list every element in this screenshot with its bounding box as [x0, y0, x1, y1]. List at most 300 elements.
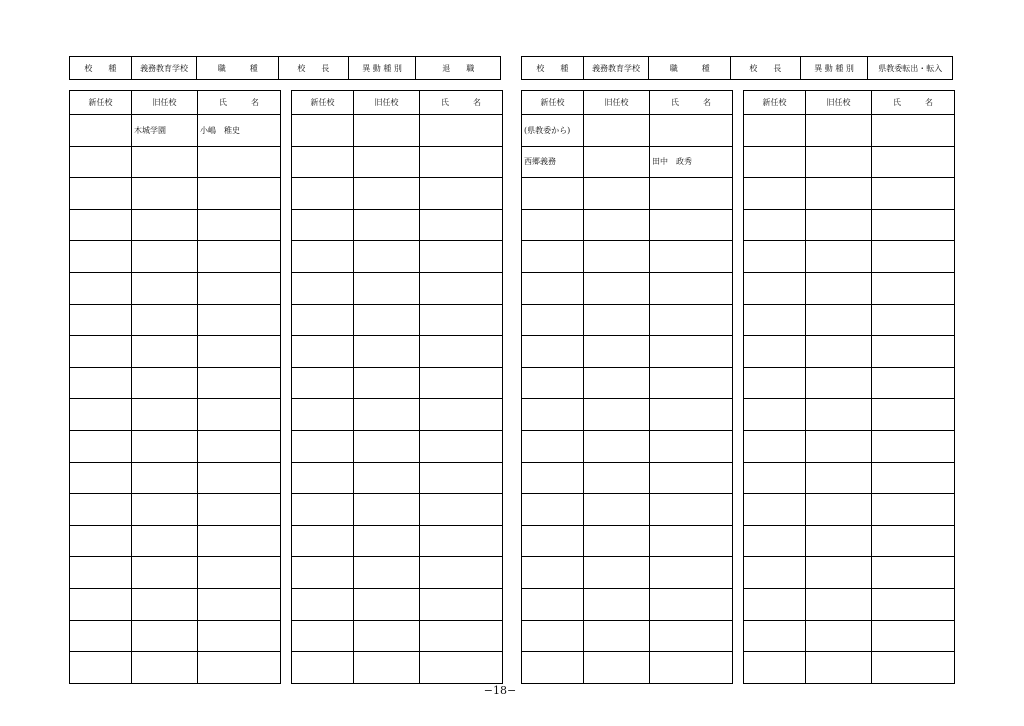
- table-cell: [522, 620, 584, 652]
- table-cell: [522, 336, 584, 368]
- table-cell: [420, 336, 503, 368]
- table-row: [292, 462, 503, 494]
- table-row: [744, 336, 955, 368]
- table-cell: [132, 557, 198, 589]
- table-cell: [522, 209, 584, 241]
- table-cell: [744, 209, 806, 241]
- table-row: [744, 557, 955, 589]
- table-cell: [132, 241, 198, 273]
- table-cell: [420, 462, 503, 494]
- table-cell: [872, 336, 955, 368]
- table-row: [744, 430, 955, 462]
- table-cell: [650, 178, 733, 210]
- table-cell: [198, 652, 281, 684]
- table-row: [522, 652, 733, 684]
- table-cell: [70, 430, 132, 462]
- table-cell: [420, 430, 503, 462]
- table-cell: [132, 588, 198, 620]
- table-row: [522, 336, 733, 368]
- table-row: [70, 304, 281, 336]
- table-row: [70, 430, 281, 462]
- table-row: [522, 557, 733, 589]
- table-cell: [354, 304, 420, 336]
- table-cell: [744, 462, 806, 494]
- table-row: [70, 525, 281, 557]
- table-row: [70, 115, 281, 147]
- table-cell: [132, 494, 198, 526]
- table-cell: [806, 620, 872, 652]
- table-cell: [292, 652, 354, 684]
- table-cell: [744, 557, 806, 589]
- table-cell: [650, 525, 733, 557]
- table-cell: [70, 462, 132, 494]
- table-cell: [132, 304, 198, 336]
- table-cell: [292, 115, 354, 147]
- table-row: [744, 272, 955, 304]
- table-row: [292, 525, 503, 557]
- table-cell: [806, 178, 872, 210]
- table-row: [292, 178, 503, 210]
- table-cell: [198, 557, 281, 589]
- table-cell: [292, 336, 354, 368]
- table-cell: [420, 146, 503, 178]
- table-cell: [70, 620, 132, 652]
- table-cell: [584, 430, 650, 462]
- table-cell: [132, 462, 198, 494]
- table-cell: [806, 209, 872, 241]
- table-cell: [292, 367, 354, 399]
- table-cell: [354, 336, 420, 368]
- header-cell: 義務教育学校: [584, 57, 650, 79]
- column-header-row: [522, 91, 733, 115]
- table-cell: [872, 588, 955, 620]
- table-row: [522, 525, 733, 557]
- table-row: [522, 430, 733, 462]
- table-cell: [584, 588, 650, 620]
- column-header-row: [292, 91, 503, 115]
- column-header: 旧任校: [354, 91, 420, 115]
- table-cell: [584, 304, 650, 336]
- table-cell: [650, 430, 733, 462]
- table-cell: [872, 620, 955, 652]
- table-row: [522, 367, 733, 399]
- roster-table-3: [521, 90, 733, 684]
- table-row: [522, 241, 733, 273]
- header-cell: 異 動 種 別: [801, 57, 869, 79]
- table-row: [292, 241, 503, 273]
- table-cell: [650, 652, 733, 684]
- table-cell: [650, 399, 733, 431]
- header-cell: 異 動 種 別: [349, 57, 417, 79]
- table-cell: [650, 304, 733, 336]
- table-row: [70, 241, 281, 273]
- table-row: [70, 178, 281, 210]
- table-cell: [806, 241, 872, 273]
- table-cell: [420, 241, 503, 273]
- column-header-row: [70, 91, 281, 115]
- table-row: [292, 494, 503, 526]
- table-row: [70, 588, 281, 620]
- table-cell: [70, 525, 132, 557]
- table-cell: [292, 430, 354, 462]
- table-cell: [744, 367, 806, 399]
- table-cell: [292, 241, 354, 273]
- table-row: [522, 399, 733, 431]
- table-row: [744, 367, 955, 399]
- table-cell: [744, 272, 806, 304]
- table-cell: [70, 588, 132, 620]
- table-cell: [354, 588, 420, 620]
- table-cell: [584, 399, 650, 431]
- table-row: [744, 588, 955, 620]
- table-cell: [522, 462, 584, 494]
- table-cell: [132, 336, 198, 368]
- header-cell: 退 職: [442, 63, 475, 73]
- header-strip-right: [521, 56, 953, 80]
- roster-table-4: [743, 90, 955, 684]
- table-row: [70, 399, 281, 431]
- table-cell: [584, 146, 650, 178]
- table-cell: [744, 336, 806, 368]
- table-cell: [198, 588, 281, 620]
- table-cell: [198, 272, 281, 304]
- table-cell: [522, 525, 584, 557]
- table-cell: [650, 620, 733, 652]
- table-row: [292, 620, 503, 652]
- table-cell: [744, 525, 806, 557]
- table-cell: [872, 525, 955, 557]
- table-cell: [872, 494, 955, 526]
- table-cell: [198, 494, 281, 526]
- header-cell: 校 種: [70, 57, 132, 79]
- table-cell: [584, 525, 650, 557]
- table-cell: [744, 494, 806, 526]
- table-cell: [744, 652, 806, 684]
- table-cell: [70, 241, 132, 273]
- table-cell: [650, 367, 733, 399]
- table-cell: [198, 336, 281, 368]
- table-row: [522, 115, 733, 147]
- table-cell: [584, 557, 650, 589]
- column-header: 新任校: [70, 91, 132, 115]
- table-cell: [198, 462, 281, 494]
- table-cell: [420, 304, 503, 336]
- table-cell: [872, 399, 955, 431]
- roster-table-2: [291, 90, 503, 684]
- table-cell: [420, 620, 503, 652]
- table-cell: [354, 462, 420, 494]
- table-cell: [292, 146, 354, 178]
- table-cell: [198, 304, 281, 336]
- table-cell: [70, 367, 132, 399]
- table-cell: 小嶋 稚史: [198, 115, 281, 147]
- table-cell: [806, 115, 872, 147]
- table-cell: [70, 399, 132, 431]
- table-cell: [420, 367, 503, 399]
- table-cell: [744, 399, 806, 431]
- table-cell: [650, 557, 733, 589]
- table-row: [292, 304, 503, 336]
- table-cell: [420, 399, 503, 431]
- table-cell: [806, 336, 872, 368]
- header-cell: 県教委転出・転入: [878, 63, 943, 73]
- table-cell: [132, 652, 198, 684]
- table-row: [744, 209, 955, 241]
- table-cell: [292, 178, 354, 210]
- table-cell: [354, 557, 420, 589]
- table-cell: [872, 209, 955, 241]
- table-cell: [70, 336, 132, 368]
- table-cell: [584, 652, 650, 684]
- table-cell: [198, 209, 281, 241]
- table-row: [744, 178, 955, 210]
- column-header: 氏 名: [872, 91, 955, 115]
- table-cell: [806, 272, 872, 304]
- table-cell: [806, 430, 872, 462]
- column-header: 旧任校: [132, 91, 198, 115]
- table-cell: [198, 399, 281, 431]
- header-cell: 義務教育学校: [132, 57, 198, 79]
- table-cell: [650, 115, 733, 147]
- table-row: [292, 209, 503, 241]
- table-cell: [198, 620, 281, 652]
- table-row: [70, 557, 281, 589]
- table-cell: [584, 209, 650, 241]
- table-row: [292, 336, 503, 368]
- header-cell: 職 種: [649, 57, 731, 79]
- table-row: [522, 272, 733, 304]
- column-header: 旧任校: [806, 91, 872, 115]
- table-row: [744, 146, 955, 178]
- table-row: [292, 115, 503, 147]
- table-row: [744, 115, 955, 147]
- table-cell: [744, 430, 806, 462]
- table-cell: [806, 462, 872, 494]
- column-header: 旧任校: [584, 91, 650, 115]
- table-cell: [872, 652, 955, 684]
- table-cell: [420, 115, 503, 147]
- table-cell: [806, 146, 872, 178]
- table-row: [522, 209, 733, 241]
- table-cell: [354, 146, 420, 178]
- table-cell: [198, 178, 281, 210]
- table-cell: [420, 652, 503, 684]
- table-cell: [806, 494, 872, 526]
- table-cell: [522, 178, 584, 210]
- table-cell: [132, 178, 198, 210]
- page-number: −18−: [483, 684, 517, 697]
- table-cell: [584, 336, 650, 368]
- table-cell: (県教委から): [522, 115, 584, 147]
- table-cell: [872, 178, 955, 210]
- table-cell: [354, 209, 420, 241]
- table-cell: [806, 588, 872, 620]
- table-cell: [584, 272, 650, 304]
- table-cell: [522, 367, 584, 399]
- table-cell: [650, 462, 733, 494]
- header-cell: 校 長: [279, 57, 349, 79]
- table-cell: [420, 209, 503, 241]
- table-cell: [744, 146, 806, 178]
- table-cell: [872, 115, 955, 147]
- table-row: [292, 652, 503, 684]
- table-cell: [872, 241, 955, 273]
- table-cell: 西郷義務: [522, 146, 584, 178]
- table-cell: [354, 178, 420, 210]
- table-cell: [132, 620, 198, 652]
- table-cell: [132, 525, 198, 557]
- table-row: [70, 272, 281, 304]
- table-row: [70, 146, 281, 178]
- table-row: [70, 620, 281, 652]
- table-cell: [70, 304, 132, 336]
- table-row: [744, 494, 955, 526]
- table-cell: [70, 494, 132, 526]
- table-cell: [70, 557, 132, 589]
- table-cell: [420, 525, 503, 557]
- table-cell: 田中 政秀: [650, 146, 733, 178]
- table-cell: [354, 241, 420, 273]
- table-cell: [70, 652, 132, 684]
- table-cell: [744, 178, 806, 210]
- table-row: [292, 367, 503, 399]
- table-cell: [744, 241, 806, 273]
- table-cell: [292, 588, 354, 620]
- table-row: [292, 588, 503, 620]
- table-cell: [198, 241, 281, 273]
- table-row: [744, 620, 955, 652]
- table-cell: [806, 304, 872, 336]
- table-row: [522, 178, 733, 210]
- table-cell: [198, 146, 281, 178]
- table-cell: [292, 399, 354, 431]
- table-cell: [420, 178, 503, 210]
- header-cell: 校 種: [522, 57, 584, 79]
- table-cell: [872, 367, 955, 399]
- table-cell: [872, 462, 955, 494]
- table-cell: [584, 462, 650, 494]
- table-cell: [354, 272, 420, 304]
- table-cell: [522, 241, 584, 273]
- table-row: [522, 620, 733, 652]
- table-cell: [70, 272, 132, 304]
- table-cell: [420, 557, 503, 589]
- table-row: [292, 430, 503, 462]
- table-cell: [292, 494, 354, 526]
- table-cell: [292, 304, 354, 336]
- table-cell: [132, 146, 198, 178]
- table-cell: [744, 115, 806, 147]
- table-cell: [522, 557, 584, 589]
- table-cell: [292, 462, 354, 494]
- table-row: [292, 399, 503, 431]
- table-cell: [354, 399, 420, 431]
- header-cell: 職 種: [197, 57, 279, 79]
- table-cell: [70, 146, 132, 178]
- table-row: [744, 525, 955, 557]
- column-header: 新任校: [292, 91, 354, 115]
- table-row: [744, 399, 955, 431]
- table-row: [522, 588, 733, 620]
- table-cell: [70, 209, 132, 241]
- table-row: [70, 336, 281, 368]
- table-cell: [584, 241, 650, 273]
- table-cell: [354, 620, 420, 652]
- table-row: [292, 272, 503, 304]
- table-cell: [522, 430, 584, 462]
- table-cell: [584, 115, 650, 147]
- table-cell: [354, 115, 420, 147]
- table-row: [70, 494, 281, 526]
- table-cell: [354, 367, 420, 399]
- table-cell: [584, 494, 650, 526]
- table-row: [292, 557, 503, 589]
- table-cell: [806, 525, 872, 557]
- table-cell: [872, 272, 955, 304]
- table-cell: [744, 588, 806, 620]
- table-cell: [806, 399, 872, 431]
- table-cell: [872, 146, 955, 178]
- table-row: [70, 652, 281, 684]
- table-cell: [132, 272, 198, 304]
- column-header: 新任校: [744, 91, 806, 115]
- header-strip-left: [69, 56, 501, 80]
- table-cell: [354, 430, 420, 462]
- table-cell: [872, 557, 955, 589]
- table-cell: [522, 652, 584, 684]
- table-cell: [132, 399, 198, 431]
- table-row: [744, 462, 955, 494]
- table-cell: [292, 209, 354, 241]
- table-cell: [806, 557, 872, 589]
- table-row: [744, 241, 955, 273]
- table-cell: [522, 304, 584, 336]
- table-cell: [650, 588, 733, 620]
- table-row: [522, 462, 733, 494]
- table-cell: [872, 430, 955, 462]
- table-cell: [292, 272, 354, 304]
- table-cell: [132, 209, 198, 241]
- table-row: [70, 462, 281, 494]
- table-cell: [522, 494, 584, 526]
- table-cell: [420, 272, 503, 304]
- table-cell: [292, 557, 354, 589]
- header-cell: 校 長: [731, 57, 801, 79]
- column-header: 氏 名: [650, 91, 733, 115]
- table-cell: [744, 304, 806, 336]
- table-cell: [354, 652, 420, 684]
- table-cell: [522, 588, 584, 620]
- table-cell: [650, 336, 733, 368]
- table-cell: [744, 620, 806, 652]
- table-cell: [292, 525, 354, 557]
- table-cell: [806, 652, 872, 684]
- table-cell: [650, 241, 733, 273]
- table-cell: [650, 272, 733, 304]
- table-row: [522, 146, 733, 178]
- table-cell: 木城学園: [132, 115, 198, 147]
- table-cell: [584, 620, 650, 652]
- roster-table-1: [69, 90, 281, 684]
- table-row: [744, 304, 955, 336]
- table-cell: [354, 525, 420, 557]
- table-row: [292, 146, 503, 178]
- column-header-row: [744, 91, 955, 115]
- table-cell: [522, 272, 584, 304]
- table-cell: [806, 367, 872, 399]
- table-cell: [132, 367, 198, 399]
- table-row: [744, 652, 955, 684]
